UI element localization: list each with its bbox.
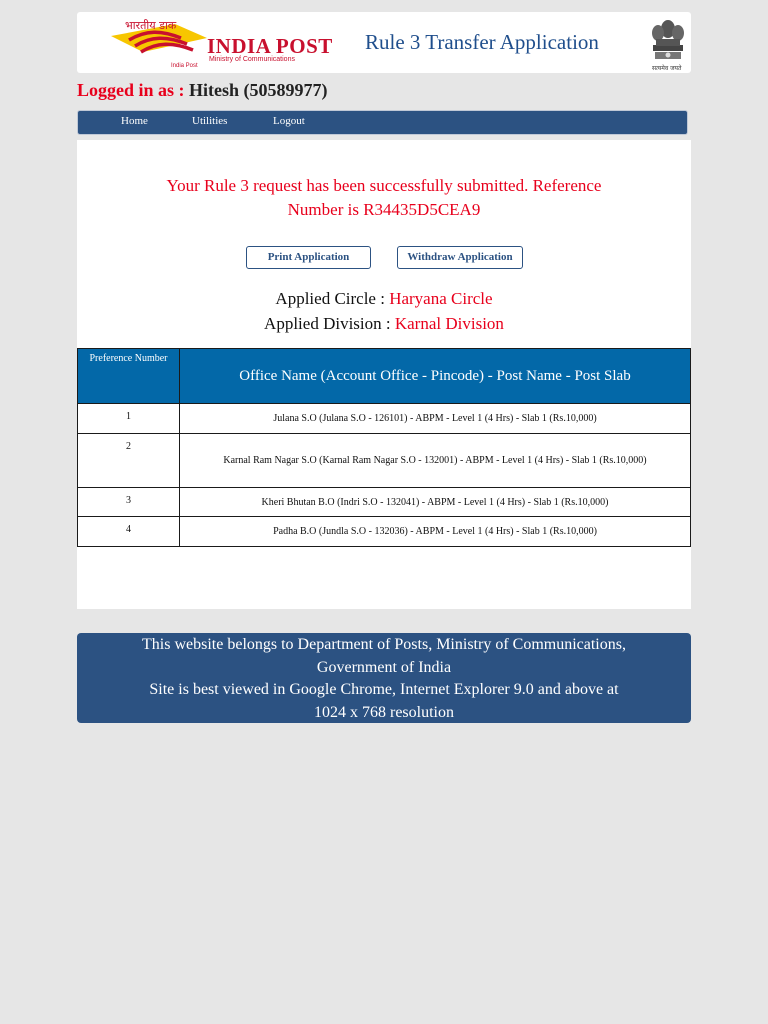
column-header-preference: Preference Number bbox=[78, 349, 180, 404]
logged-in-label: Logged in as : bbox=[77, 80, 185, 100]
office-name: Karnal Ram Nagar S.O (Karnal Ram Nagar S.O - 132001) - ABPM - Level 1 (4 Hrs) - Slab 1 (Rs.10,000) bbox=[180, 434, 691, 488]
app-title: Rule 3 Transfer Application bbox=[365, 30, 599, 54]
nav-logout[interactable]: Logout bbox=[273, 115, 305, 127]
logged-in-user: Hitesh (50589977) bbox=[189, 80, 328, 100]
logo-ministry-text: Ministry of Communications bbox=[209, 56, 295, 63]
print-application-button[interactable]: Print Application bbox=[246, 246, 371, 269]
applied-division-label: Applied Division : bbox=[264, 314, 391, 333]
table-row bbox=[78, 404, 691, 434]
applied-circle-label: Applied Circle : bbox=[275, 289, 385, 308]
office-name: Julana S.O (Julana S.O - 126101) - ABPM - Level 1 (4 Hrs) - Slab 1 (Rs.10,000) bbox=[180, 404, 691, 434]
table-row bbox=[78, 517, 691, 547]
logged-in-status bbox=[77, 80, 328, 101]
site-header bbox=[77, 12, 691, 73]
table-header-row bbox=[78, 349, 691, 404]
preference-number: 2 bbox=[78, 434, 180, 488]
logo-brand-text: INDIA POST bbox=[207, 34, 333, 58]
preference-number: 1 bbox=[78, 404, 180, 434]
footer-line3: Site is best viewed in Google Chrome, Internet Explorer 9.0 and above at bbox=[149, 681, 619, 698]
logo-hindi-text: भारतीय डाक bbox=[125, 19, 177, 32]
preference-table bbox=[77, 348, 691, 547]
office-name: Padha B.O (Jundla S.O - 132036) - ABPM - Level 1 (4 Hrs) - Slab 1 (Rs.10,000) bbox=[180, 517, 691, 547]
applied-division-value: Karnal Division bbox=[394, 314, 504, 333]
main-content-panel bbox=[77, 140, 691, 609]
column-header-office: Office Name (Account Office - Pincode) - Post Name - Post Slab bbox=[180, 349, 691, 404]
india-post-logo bbox=[111, 16, 361, 72]
withdraw-application-button[interactable]: Withdraw Application bbox=[397, 246, 523, 269]
applied-division bbox=[77, 314, 691, 334]
emblem-motto-text: सत्यमेव जयते bbox=[652, 65, 682, 72]
success-message bbox=[97, 174, 671, 222]
preference-number: 3 bbox=[78, 488, 180, 517]
footer-line1: This website belongs to Department of Posts, Ministry of Communications, bbox=[142, 636, 626, 653]
nav-utilities[interactable]: Utilities bbox=[192, 115, 228, 127]
main-navbar bbox=[77, 110, 688, 135]
site-footer bbox=[77, 633, 691, 723]
success-message-line1: Your Rule 3 request has been successfully submitted. Reference bbox=[166, 176, 602, 195]
preference-number: 4 bbox=[78, 517, 180, 547]
applied-circle-value: Haryana Circle bbox=[389, 289, 493, 308]
footer-line4: 1024 x 768 resolution bbox=[314, 703, 454, 721]
nav-home[interactable]: Home bbox=[121, 115, 148, 127]
table-row bbox=[78, 434, 691, 488]
applied-circle bbox=[77, 289, 691, 309]
office-name: Kheri Bhutan B.O (Indri S.O - 132041) - ABPM - Level 1 (4 Hrs) - Slab 1 (Rs.10,000) bbox=[180, 488, 691, 517]
footer-line2: Government of India bbox=[316, 658, 452, 676]
logo-small-text: India Post bbox=[171, 63, 198, 69]
success-message-line2: Number is R34435D5CEA9 bbox=[287, 200, 481, 219]
table-row bbox=[78, 488, 691, 517]
